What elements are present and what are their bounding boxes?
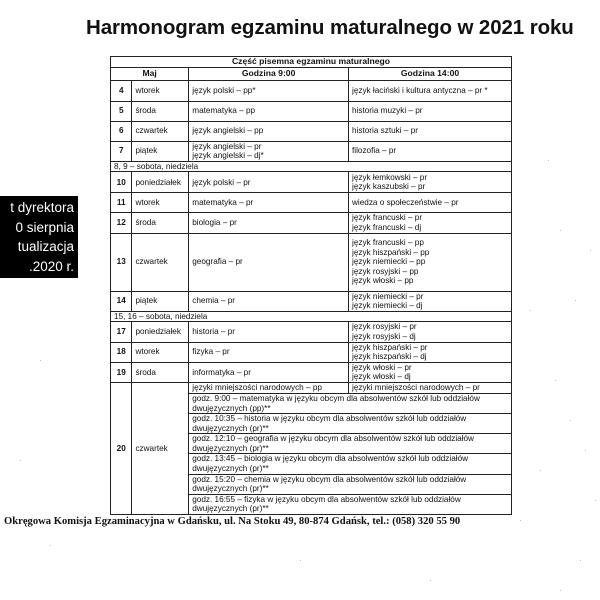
table-row [111,141,512,161]
exam-entry: język włoski – dj [352,372,411,382]
exam-entry: język rosyjski – pp [352,266,419,276]
exam-entry-line: dwujęzycznych (pr)** [192,423,269,433]
weekday: czwartek [132,382,189,514]
table-row [111,342,512,362]
exam-entry: filozofia – pr [352,146,397,156]
overlay-line: tualizacja [17,239,74,254]
day-number: 17 [111,322,132,342]
table-row [111,101,512,121]
exam-entry: matematyka – pr [192,198,254,208]
afternoon-exam [349,172,512,193]
exam-entry-line: dwujęzycznych (pr)** [192,464,269,474]
weekend-row [111,161,512,172]
bilingual-exam [189,393,512,413]
bilingual-exam [189,454,512,474]
exam-entry: język rosyjski – pr [352,322,417,332]
table-row [111,291,512,311]
bilingual-exam [189,414,512,434]
exam-entry: wiedza o społeczeństwie – pr [352,198,459,208]
scan-noise [20,460,21,461]
afternoon-exam [349,342,512,362]
day-number: 14 [111,291,132,311]
table-row [111,172,512,193]
scan-noise [560,230,561,231]
afternoon-exam: języki mniejszości narodowych – pr [349,382,512,393]
exam-entry-line: dwujęzycznych (pr)** [192,443,269,453]
table-row [111,80,512,101]
bilingual-exam [189,434,512,454]
redaction-overlay [0,196,78,278]
exam-entry-line: godz. 9:00 – matematyka w języku obcym dla absolwentów szkół lub oddziałów [192,393,480,403]
scan-noise [575,300,576,301]
exam-entry-line: godz. 10:35 – historia w języku obcym dla absolwentów szkół lub oddziałów [192,414,467,424]
morning-exam [189,213,349,233]
weekday: środa [132,213,189,233]
bilingual-exam [189,494,512,514]
scan-noise [555,380,556,381]
day-number: 18 [111,342,132,362]
exam-entry: język włoski – pp [352,276,414,286]
weekday: piątek [132,291,189,311]
exam-entry: biologia – pr [192,218,237,228]
exam-entry-line: dwujęzycznych (pp)** [192,403,271,413]
morning-exam [189,80,349,101]
day-number: 10 [111,172,132,193]
afternoon-exam [349,291,512,311]
afternoon-exam [349,80,512,101]
scan-noise [595,500,596,501]
weekend-row [111,311,512,322]
day-number: 5 [111,101,132,121]
weekday: czwartek [132,233,189,291]
exam-entry: język angielski – pr [192,141,262,151]
exam-entry: język włoski – pr [352,362,412,372]
table-row [111,193,512,213]
schedule-table [110,56,512,515]
exam-entry: język rosyjski – dj [352,331,416,341]
weekday: piątek [132,141,189,161]
morning-exam [189,101,349,121]
exam-entry: język francuski – pp [352,238,424,248]
afternoon-exam [349,141,512,161]
exam-entry-line: godz. 13:45 – biologia w języku obcym dla absolwentów szkół lub oddziałów [192,454,469,464]
exam-entry: matematyka – pp [192,106,256,116]
exam-entry: informatyka – pr [192,367,251,377]
afternoon-exam [349,193,512,213]
table-row [111,322,512,342]
exam-entry: język kaszubski – pr [352,182,426,192]
scan-noise [548,160,549,161]
day-number: 4 [111,80,132,101]
scan-noise [570,420,571,421]
exam-entry-line: godz. 15:20 – chemia w języku obcym dla absolwentów szkół lub oddziałów [192,474,467,484]
exam-entry: historia – pr [192,327,236,337]
scan-noise [585,450,586,451]
exam-entry: fizyka – pr [192,347,230,357]
weekday: poniedziałek [132,172,189,193]
weekend-label: 15, 16 – sobota, niedziela [111,311,512,322]
overlay-line: .2020 r. [28,258,74,274]
table-row [111,213,512,233]
day-number: 7 [111,141,132,161]
scan-noise [40,360,41,361]
exam-entry-line: dwujęzycznych (pr)** [192,504,269,514]
exam-entry: język angielski – pp [192,126,264,136]
exam-entry-line: godz. 12:10 – geografia w języku obcym dla absolwentów szkół lub oddziałów [192,434,474,444]
weekday: wtorek [132,193,189,213]
morning-exam [189,233,349,291]
overlay-line: t dyrektora [10,200,74,215]
exam-entry: język łaciński i kultura antyczna – pr * [352,85,488,95]
weekday: środa [132,362,189,382]
exam-entry: język francuski – dj [352,222,422,232]
scan-noise [580,560,581,561]
afternoon-exam [349,233,512,291]
exam-entry: język niemiecki – pr [352,291,424,301]
day-number: 19 [111,362,132,382]
morning-exam [189,121,349,141]
exam-entry: język angielski – dj* [192,151,264,161]
header-month: Maj [111,67,189,80]
weekday: czwartek [132,121,189,141]
scan-noise [430,580,431,581]
day-number: 20 [111,382,132,514]
afternoon-exam [349,101,512,121]
morning-exam [189,362,349,382]
morning-exam [189,193,349,213]
scan-noise [590,250,591,251]
overlay-line: 0 sierpnia [15,219,74,235]
exam-entry: język hiszpański – dj [352,352,427,362]
day-number: 13 [111,233,132,291]
exam-entry: historia sztuki – pr [352,126,418,136]
exam-entry: język polski – pr [192,177,251,187]
weekday: poniedziałek [132,322,189,342]
table-row [111,121,512,141]
scan-noise [560,590,561,591]
day-number: 12 [111,213,132,233]
day-number: 11 [111,193,132,213]
page-title: Harmonogram egzaminu maturalnego w 2021 roku [86,16,574,39]
morning-exam [189,342,349,362]
morning-exam [189,291,349,311]
weekday: wtorek [132,80,189,101]
scan-noise [50,545,51,546]
exam-entry-line: godz. 16:55 – fizyka w języku obcym dla absolwentów szkół lub oddziałów [192,494,461,504]
scan-noise [300,560,301,561]
afternoon-exam [349,121,512,141]
exam-entry: język niemiecki – dj [352,301,423,311]
header-afternoon: Godzina 14:00 [349,67,512,80]
exam-entry: język polski – pp* [192,85,256,95]
morning-exam [189,172,349,193]
weekday: środa [132,101,189,121]
morning-exam: języki mniejszości narodowych – pp [189,382,349,393]
exam-entry: język francuski – pr [352,213,423,223]
day-number: 6 [111,121,132,141]
exam-entry: chemia – pr [192,296,236,306]
exam-entry: język łemkowski – pr [352,172,428,182]
bilingual-exam [189,474,512,494]
table-row [111,362,512,382]
weekday: wtorek [132,342,189,362]
table-row [111,382,512,393]
exam-entry: język hiszpański – pp [352,247,430,257]
afternoon-exam [349,362,512,382]
afternoon-exam [349,322,512,342]
table-row [111,233,512,291]
scan-noise [540,470,541,471]
exam-entry: geografia – pr [192,257,243,267]
header-morning: Godzina 9:00 [189,67,349,80]
footer-address: Okręgowa Komisja Egzaminacyjna w Gdańsku, ul. Na Stoku 49, 80-874 Gdańsk, tel.: (058) 320 55 90 [4,516,461,527]
morning-exam [189,141,349,161]
exam-entry-line: dwujęzycznych (pr)** [192,484,269,494]
exam-entry: język hiszpański – pr [352,342,428,352]
scan-noise [520,520,521,521]
afternoon-exam [349,213,512,233]
scan-noise [530,310,531,311]
morning-exam [189,322,349,342]
exam-entry: historia muzyki – pr [352,106,423,116]
exam-entry: język niemiecki – pp [352,257,426,267]
weekend-label: 8, 9 – sobota, niedziela [111,161,512,172]
table-caption: Część pisemna egzaminu maturalnego [111,57,512,68]
